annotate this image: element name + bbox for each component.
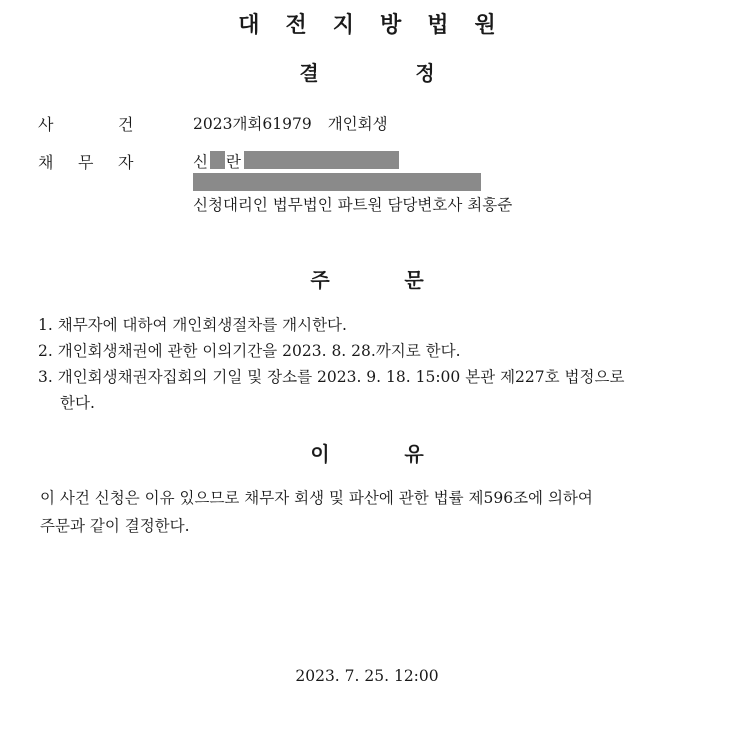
document-type-char-1: 결 <box>299 61 319 85</box>
order-item <box>38 365 624 387</box>
order-heading-char-1: 주 <box>310 268 330 292</box>
case-info <box>193 112 388 134</box>
debtor-label-char-1: 채 <box>38 153 54 172</box>
order-item-number: 1. <box>38 316 53 334</box>
case-type: 개인회생 <box>327 115 388 133</box>
order-item-text: 개인회생채권에 관한 이의기간을 2023. 8. 28.까지로 한다. <box>57 342 461 360</box>
order-item-number: 2. <box>38 342 53 360</box>
reason-heading <box>0 438 734 467</box>
decision-date: 2023. 7. 25. 12:00 <box>295 667 439 685</box>
reason-heading-char-2: 유 <box>404 442 424 466</box>
order-item-text: 채무자에 대하여 개인회생절차를 개시한다. <box>57 316 347 334</box>
debtor-name-last: 란 <box>226 153 241 171</box>
order-heading-char-2: 문 <box>404 268 424 292</box>
reason-line-1: 이 사건 신청은 이유 있으므로 채무자 회생 및 파산에 관한 법률 제596조에 의하여 <box>40 489 593 507</box>
order-item <box>38 339 461 361</box>
debtor-name-first: 신 <box>193 153 208 171</box>
debtor-label-char-3: 자 <box>118 153 134 172</box>
case-label-char-2: 건 <box>118 115 134 134</box>
order-heading <box>0 264 734 293</box>
order-item-number: 3. <box>38 368 53 386</box>
debtor-label-char-2: 무 <box>78 153 94 172</box>
case-number: 2023개회61979 <box>193 115 312 133</box>
document-type-char-2: 정 <box>415 61 435 85</box>
case-label-char-1: 사 <box>38 115 54 134</box>
document-type-title <box>0 57 734 86</box>
redacted-name-suffix <box>244 151 399 169</box>
redacted-address <box>193 173 481 191</box>
court-name: 대전지방법원 <box>238 12 522 38</box>
reason-line-2: 주문과 같이 결정한다. <box>40 517 190 535</box>
order-item-continuation: 한다. <box>60 394 95 412</box>
order-item-text: 개인회생채권자집회의 기일 및 장소를 2023. 9. 18. 15:00 본관 제227호 법정으로 <box>57 368 625 386</box>
order-item <box>38 313 347 335</box>
representative: 신청대리인 법무법인 파트원 담당변호사 최홍준 <box>193 196 513 214</box>
redacted-name-middle <box>210 151 225 169</box>
reason-heading-char-1: 이 <box>310 442 330 466</box>
